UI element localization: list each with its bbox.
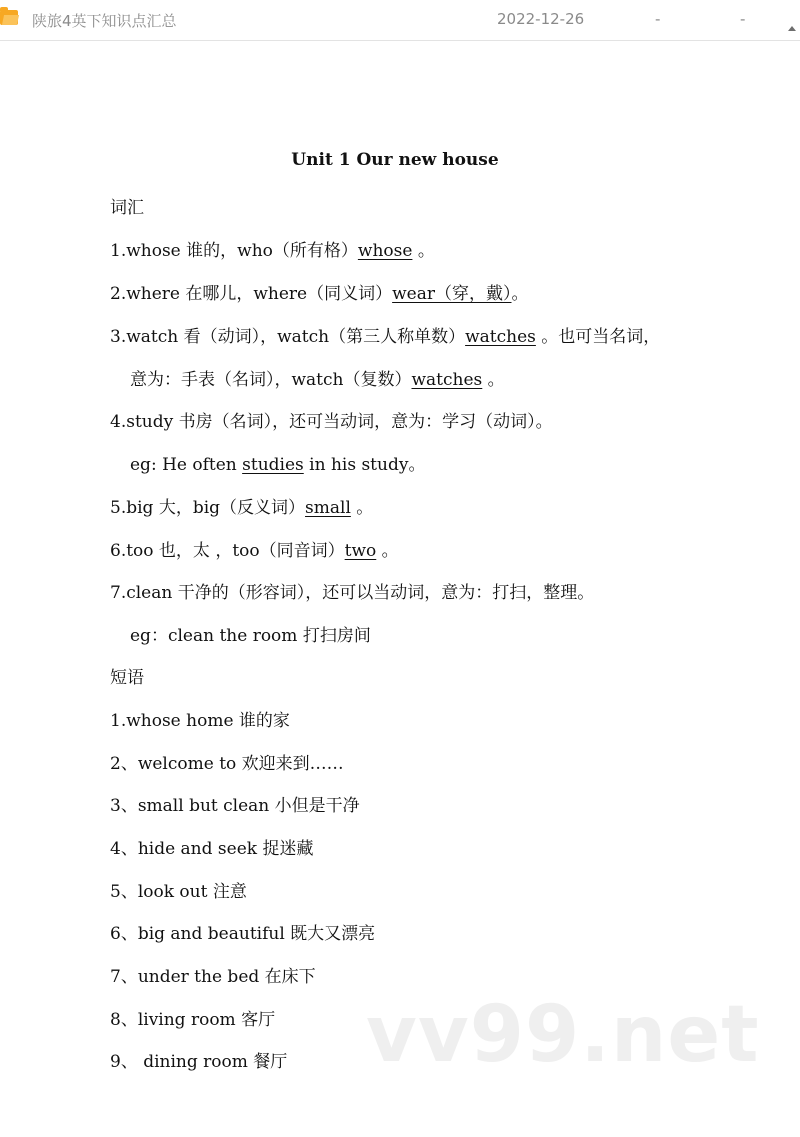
answer-blank: whose [357,241,413,261]
phrase-item: 3、small but clean 小但是干净 [110,796,360,816]
phrase-item: 4、hide and seek 捉迷藏 [110,839,314,859]
file-title[interactable]: 陕旅4英下知识点汇总 [32,12,177,30]
page-title: Unit 1 Our new house [291,150,499,170]
watermark: vv99.net [366,990,760,1080]
example-sentence: eg：clean the room 打扫房间 [130,626,371,646]
phrase-item: 9、 dining room 餐厅 [110,1052,288,1072]
answer-blank: watches [465,327,536,347]
answer-blank: wear（穿，戴） [392,284,512,304]
vocab-item: 3.watch 看（动词），watch（第三人称单数）watches 。也可当名词， [110,327,661,347]
vocab-item: 2.where 在哪儿，where（同义词）wear（穿，戴）。 [110,284,529,304]
vocab-item: 1.whose 谁的，who（所有格）whose 。 [110,241,435,261]
answer-blank: studies [242,455,304,475]
phrase-item: 6、big and beautiful 既大又漂亮 [110,924,376,944]
vocab-item: 7.clean 干净的（形容词），还可以当动词，意为：打扫，整理。 [110,583,595,603]
info-placeholder-b: - [740,10,746,28]
vocab-item: 6.too 也，太 ，too（同音词）two 。 [110,541,399,561]
phrase-item: 1.whose home 谁的家 [110,711,290,731]
section-heading-phrases: 短语 [110,668,144,688]
vocab-item: 4.study 书房（名词），还可当动词，意为：学习（动词）。 [110,412,553,432]
vocab-item: 5.big 大，big（反义词）small 。 [110,498,374,518]
phrase-item: 7、under the bed 在床下 [110,967,316,987]
example-sentence: eg: He often studies in his study。 [130,455,426,475]
answer-blank: two [344,541,377,561]
phrase-item: 5、look out 注意 [110,882,247,902]
section-heading-vocab: 词汇 [110,198,144,218]
info-placeholder-a: - [655,10,661,28]
phrase-item: 8、living room 客厅 [110,1010,276,1030]
file-date: 2022-12-26 [497,10,585,28]
vocab-item-continued: 意为：手表（名词），watch（复数）watches 。 [130,370,505,390]
answer-blank: small [305,498,351,518]
phrase-item: 2、welcome to 欢迎来到…… [110,754,344,774]
answer-blank: watches [411,370,483,390]
